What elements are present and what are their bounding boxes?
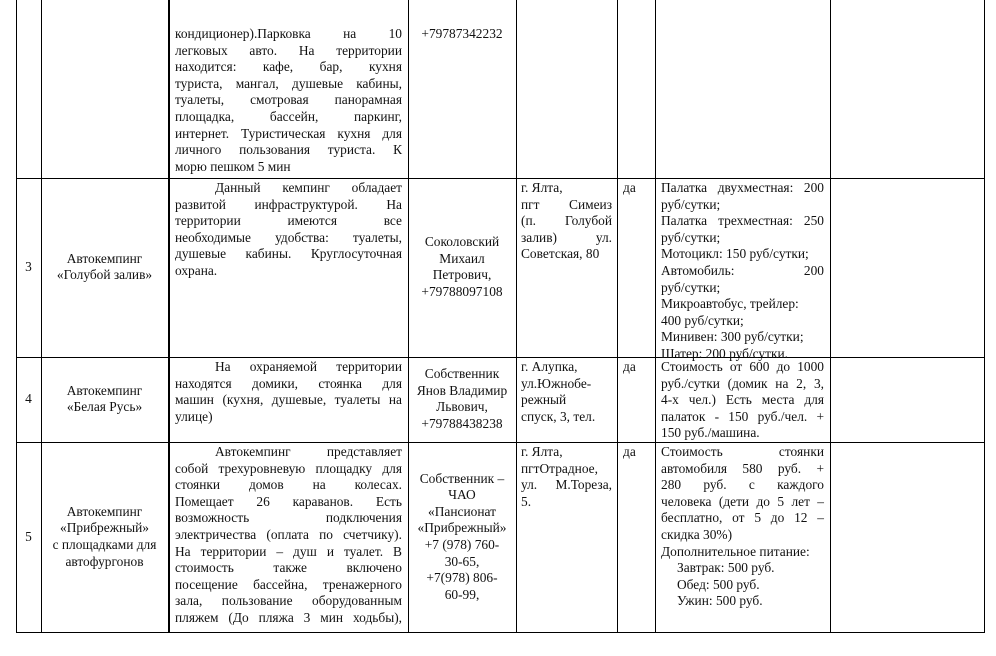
column-divider [41,0,42,632]
cell-price [661,180,824,363]
name-line: Автокемпинг [66,382,143,398]
flag-line: да [623,180,636,195]
address-line: г. Ялта, [521,444,563,459]
description-line: Автокемпинг представляет [215,444,402,459]
address-line: 5. [521,493,532,509]
price-line: Обед: 500 руб. [677,576,760,592]
description-line: собой трехуровневую площадку для [175,460,402,476]
num-line: 3 [25,259,32,275]
price-line: Мотоцикл: 150 руб/сутки; [661,246,809,262]
description-line: стоянки домов на колесах. [175,477,402,493]
description-line: возможность подключения [175,510,402,526]
row-divider [16,178,985,179]
address-line: г. Алупка, [521,359,578,374]
cell-address [521,180,612,263]
price-line: 4-х чел.) Есть места для [661,392,824,408]
price-line: бесплатно, от 5 до 12 – [661,510,824,526]
cell-description [175,26,402,175]
name-line: «Прибрежный» [60,520,149,536]
cell-name [45,251,164,284]
contact-line: Собственник [424,366,500,382]
contact-line: +79788097108 [421,284,503,300]
contact-line: +79788438238 [421,416,503,432]
description-line: На территории – душ и туалет. В [175,543,402,559]
description-line: находятся домики, стоянка для [175,375,402,391]
price-line: 280 руб. с каждого [661,477,824,493]
column-divider [655,0,656,632]
description-line: туалеты, смотровая панорамная [175,92,402,108]
description-line: Данный кемпинг обладает [215,180,402,195]
row-divider [16,442,985,443]
cell-num [18,529,39,546]
description-line: территории имеются все [175,213,402,229]
price-line: Стоимость стоянки [661,444,824,459]
price-line: 150 руб./машина. [661,425,760,441]
price-line: 400 руб/сутки; [661,312,744,328]
price-line: Минивен: 300 руб/сутки; [661,329,804,345]
description-line: стоимость также включено [175,560,402,576]
price-line: Завтрак: 500 руб. [677,560,775,576]
description-line: электричества (оплата по счетчику). [175,526,402,542]
cell-price [661,444,824,610]
contact-line: «Пансионат [428,503,496,519]
cell-flag [623,180,649,197]
cell-num [18,259,39,276]
price-line: Автомобиль: 200 [661,262,824,278]
address-line: пгт Симеиз [521,196,612,212]
price-line: Дополнительное питание: [661,543,810,559]
price-line: Стоимость от 600 до 1000 [661,359,824,374]
cell-name [45,383,164,416]
description-line: На охраняемой территории [215,359,402,374]
description-line: зала, пользование оборудованным [175,593,402,609]
description-line: находится: кафе, бар, кухня [175,59,402,75]
description-line: личного пользования туриста. К [175,142,402,158]
num-line: 5 [25,528,32,544]
contact-line: +7 (978) 760- [424,536,500,552]
address-line: Советская, 80 [521,246,600,262]
price-line: Палатка двухместная: 200 [661,180,824,195]
price-line: палаток - 150 руб./чел. + [661,408,824,424]
cell-price [661,359,824,442]
contact-line: Петрович, [432,267,492,283]
name-line: Автокемпинг [66,503,143,519]
cell-contact [413,234,511,300]
description-line: туриста, мангал, душевые кабины, [175,75,402,91]
column-divider [516,0,517,632]
contact-line: «Прибрежный» [417,520,507,536]
price-line: Ужин: 500 руб. [677,593,763,609]
contact-line: Собственник – [419,470,505,486]
contact-line: +79787342232 [421,26,503,41]
description-line: легковых авто. На территории [175,42,402,58]
price-line: руб./сутки (домик на 2, 3, [661,375,824,391]
column-divider [408,0,409,632]
description-line: необходимые удобства: туалеты, [175,229,402,245]
cell-name [45,504,164,570]
price-line: Микроавтобус, трейлер: [661,296,799,312]
contact-line: 60-99, [444,586,480,602]
flag-line: да [623,444,636,459]
column-divider [617,0,618,632]
cell-contact [413,366,511,432]
description-line: охрана. [175,262,218,278]
description-line: кондиционер).Парковка на 10 [175,26,402,41]
row-divider [16,632,985,633]
column-divider [984,0,985,632]
address-line: г. Ялта, [521,180,563,195]
contact-line: Михаил [439,250,485,266]
description-line: пляжем (До пляжа 3 мин ходьбы), [175,609,402,625]
description-line: душевые кабины. Круглосуточная [175,246,402,262]
cell-address [521,444,612,510]
cell-description [175,359,402,425]
price-line: Шатер: 200 руб/сутки. [661,345,789,361]
row-divider [16,357,985,358]
cell-contact [413,471,511,604]
cell-description [175,444,402,627]
address-line: залив) ул. [521,229,612,245]
contact-line: Соколовский [424,234,500,250]
column-divider [169,0,170,632]
contact-line: 30-65, [444,553,480,569]
num-line: 4 [25,391,32,407]
description-line: улице) [175,408,213,424]
description-line: площадка, бассейн, паркинг, [175,108,402,124]
address-line: режный [521,392,567,408]
cell-contact [413,26,511,43]
description-line: посещение бассейна, тренажерного [175,576,402,592]
price-line: автомобиля 580 руб. + [661,460,824,476]
address-line: спуск, 3, тел. [521,408,596,424]
name-line: «Голубой залив» [56,267,153,283]
name-line: Автокемпинг [66,250,143,266]
cell-flag [623,444,649,461]
price-line: руб/сутки; [661,279,721,295]
description-line: Помещает 26 караванов. Есть [175,493,402,509]
description-line: машин (кухня, душевые, туалеты на [175,392,402,408]
price-line: руб/сутки; [661,229,721,245]
cell-num [18,391,39,408]
price-line: скидка 30%) [661,526,733,542]
price-line: человека (дети до 5 лет – [661,493,824,509]
price-line: руб/сутки; [661,196,721,212]
description-line: интернет. Туристическая кухня для [175,125,402,141]
address-line: ул. М.Тореза, [521,477,612,493]
cell-address [521,359,612,425]
price-line: Палатка трехместная: 250 [661,213,824,229]
contact-line: Львович, [436,399,488,415]
cell-description [175,180,402,280]
description-line: морю пешком 5 мин [175,158,291,174]
name-line: автофургонов [65,553,144,569]
description-line: развитой инфраструктурой. На [175,196,402,212]
flag-line: да [623,359,636,374]
name-line: с площадками для [52,536,157,552]
cell-flag [623,359,649,376]
address-line: пгтОтрадное, [521,460,598,476]
column-divider [16,0,17,632]
column-divider [830,0,831,632]
contact-line: +7(978) 806- [426,570,498,586]
contact-line: ЧАО [448,487,476,503]
address-line: (п. Голубой [521,213,612,229]
address-line: ул.Южнобе- [521,375,592,391]
name-line: «Белая Русь» [66,399,143,415]
contact-line: Янов Владимир [416,382,508,398]
